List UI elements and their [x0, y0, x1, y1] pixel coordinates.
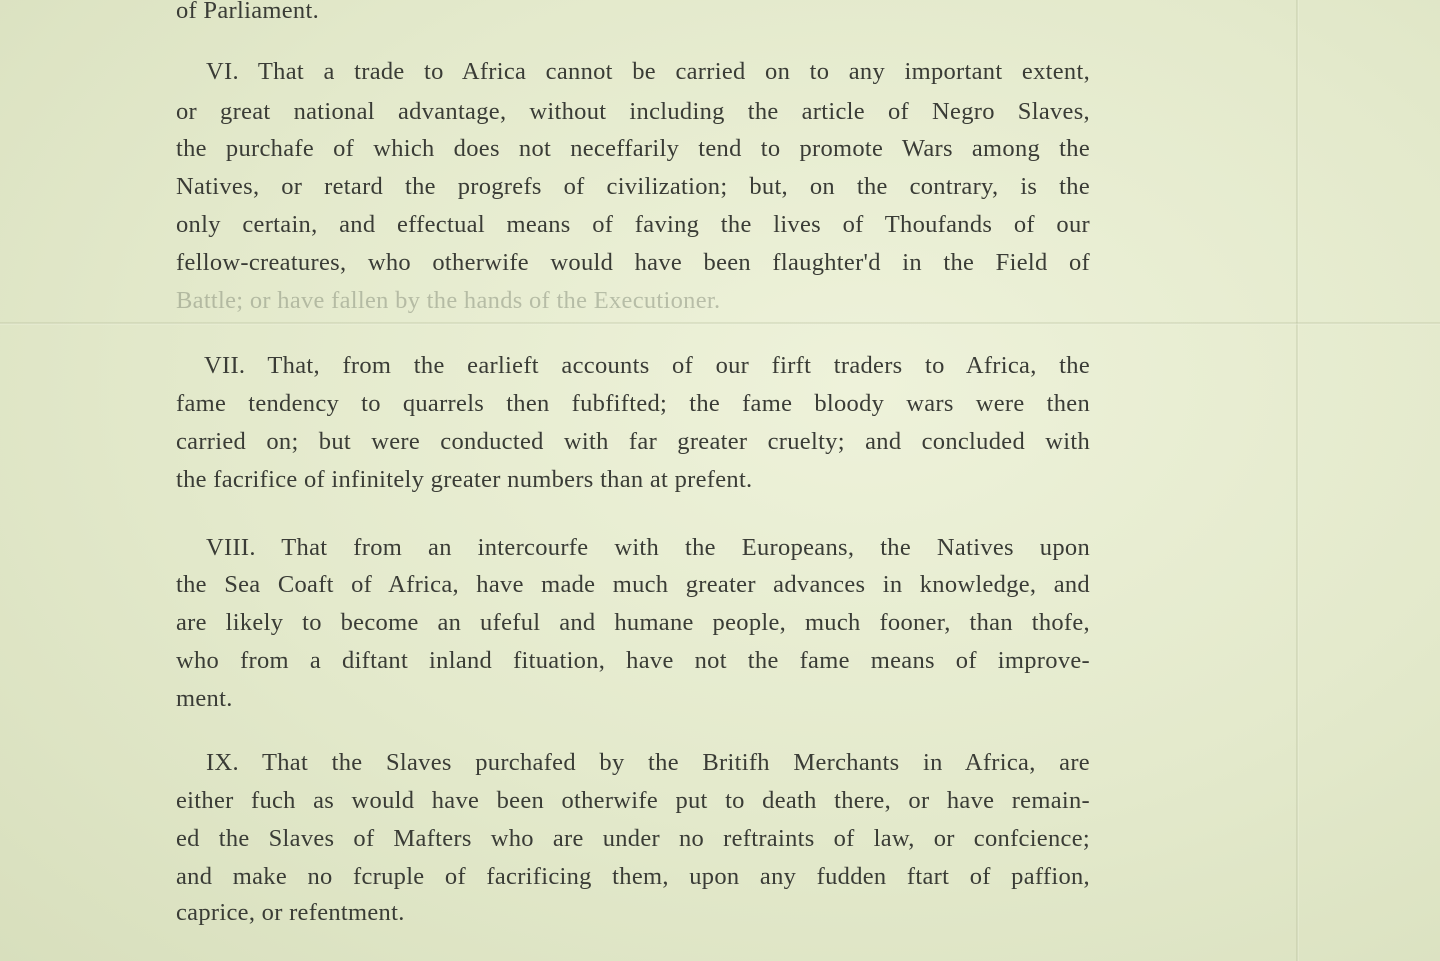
paragraph-vi-line-6: fellow-creatures, who otherwife would have been flaughter'd in the Field of	[176, 249, 1090, 276]
paragraph-vii-line-1: VII. That, from the earlieft accounts of our firft traders to Africa, the	[204, 352, 1090, 379]
paragraph-vii-line-3: carried on; but were conducted with far greater cruelty; and concluded with	[176, 428, 1090, 455]
paragraph-ix-line-3: ed the Slaves of Mafters who are under no reftraints of law, or confcience;	[176, 825, 1090, 852]
paragraph-vi-line-3: the purchafe of which does not neceffarily tend to promote Wars among the	[176, 135, 1090, 162]
paragraph-vi-line-5: only certain, and effectual means of faving the lives of Thoufands of our	[176, 211, 1090, 238]
paragraph-vi-line-1: VI. That a trade to Africa cannot be carried on to any important extent,	[206, 58, 1090, 85]
paragraph-vi-line-7: Battle; or have fallen by the hands of the Executioner.	[176, 287, 721, 314]
paragraph-viii-line-3: are likely to become an ufeful and humane people, much fooner, than thofe,	[176, 609, 1090, 636]
paragraph-vii-line-2: fame tendency to quarrels then fubfifted; the fame bloody wars were then	[176, 390, 1090, 417]
paragraph-ix-line-1: IX. That the Slaves purchafed by the Britifh Merchants in Africa, are	[206, 749, 1090, 776]
paragraph-ix-line-2: either fuch as would have been otherwife put to death there, or have remain-	[176, 787, 1090, 814]
top-fragment: of Parliament.	[176, 0, 319, 24]
horizontal-fold-line	[0, 322, 1440, 325]
paragraph-viii-line-4: who from a diftant inland fituation, have not the fame means of improve-	[176, 647, 1090, 674]
paragraph-vi-line-2: or great national advantage, without including the article of Negro Slaves,	[176, 98, 1090, 125]
paragraph-ix-line-5: caprice, or refentment.	[176, 899, 405, 926]
vertical-fold-line	[1296, 0, 1299, 961]
paragraph-ix-line-4: and make no fcruple of facrificing them, upon any fudden ftart of paffion,	[176, 863, 1090, 890]
paragraph-vi-line-4: Natives, or retard the progrefs of civilization; but, on the contrary, is the	[176, 173, 1090, 200]
paragraph-viii-line-5: ment.	[176, 685, 233, 712]
paragraph-vii-line-4: the facrifice of infinitely greater numbers than at prefent.	[176, 466, 753, 493]
paragraph-viii-line-2: the Sea Coaft of Africa, have made much greater advances in knowledge, and	[176, 571, 1090, 598]
paragraph-viii-line-1: VIII. That from an intercourfe with the Europeans, the Natives upon	[206, 534, 1090, 561]
